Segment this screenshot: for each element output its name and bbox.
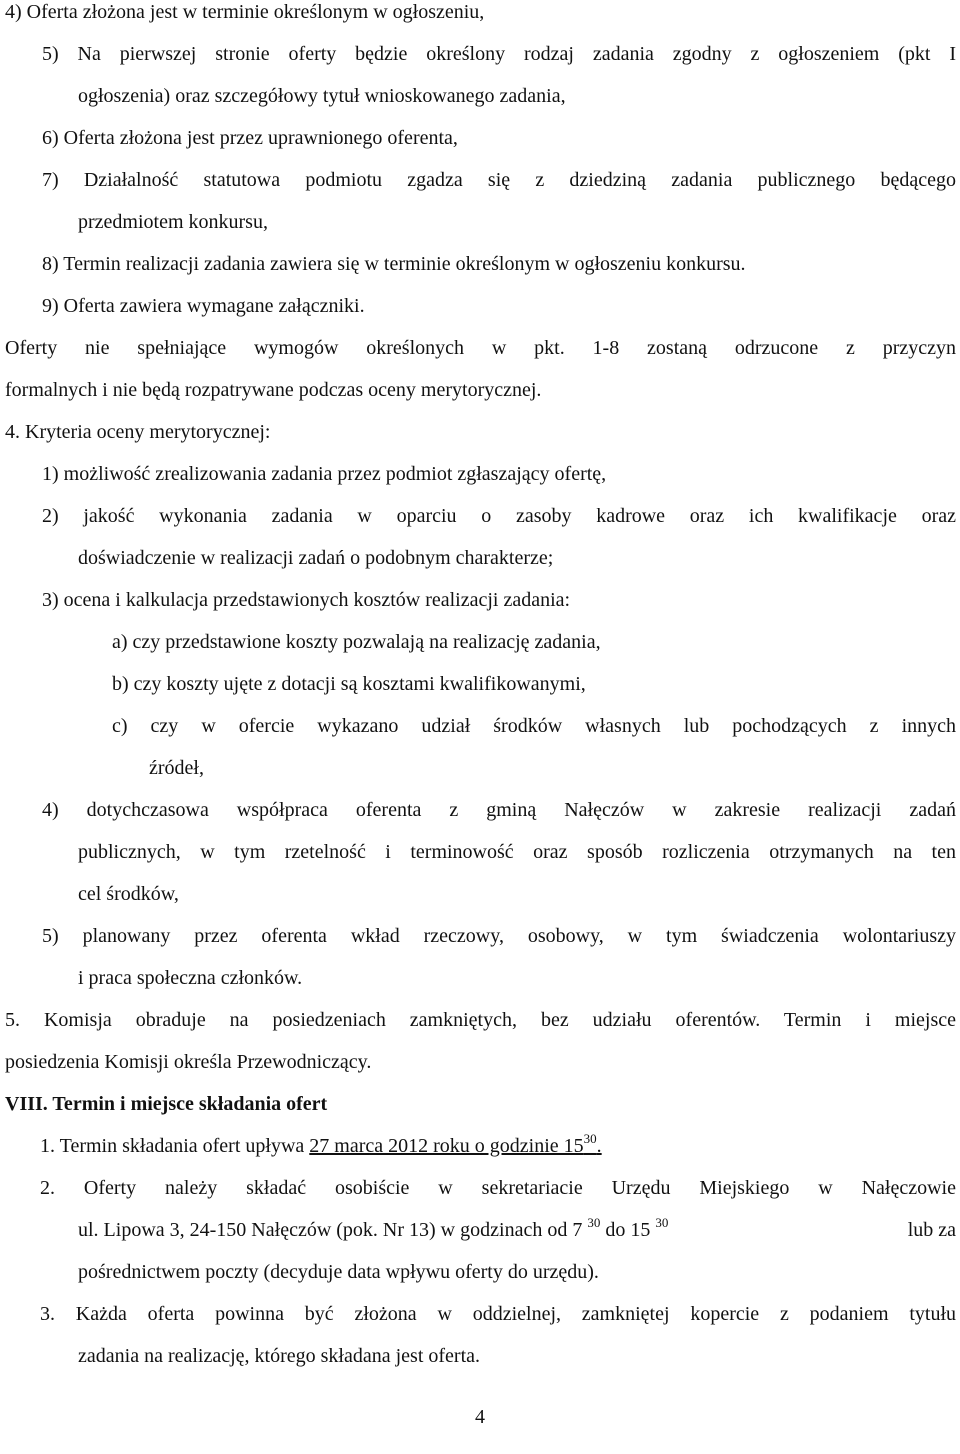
sub-list-item: a) czy przedstawione koszty pozwalają na realizację zadania, [112, 631, 601, 653]
list-item: 4) Oferta złożona jest w terminie określonym w ogłoszeniu, [5, 1, 485, 23]
list-item-continuation: przedmiotem konkursu, [78, 211, 268, 233]
list-item: 8) Termin realizacji zadania zawiera się w terminie określonym w ogłoszeniu konkursu. [42, 253, 746, 275]
paragraph: 5. Komisja obraduje na posiedzeniach zamkniętych, bez udziału oferentów. Termin i miejsce [5, 1009, 956, 1031]
section-title: VIII. Termin i miejsce składania ofert [5, 1093, 328, 1115]
list-item: 2) jakość wykonania zadania w oparciu o zasoby kadrowe oraz ich kwalifikacje oraz [42, 505, 956, 527]
list-item-continuation: pośrednictwem poczty (decyduje data wpływu oferty do urzędu). [78, 1261, 599, 1283]
deadline-minutes: 30 [583, 1131, 597, 1146]
list-item-continuation: publicznych, w tym rzetelność i terminowość oraz sposób rozliczenia otrzymanych na ten [78, 841, 956, 863]
list-item-continuation: doświadczenie w realizacji zadań o podobnym charakterze; [78, 547, 554, 569]
list-item-text: 1. Termin składania ofert upływa [40, 1135, 310, 1157]
list-item: 3) ocena i kalkulacja przedstawionych kosztów realizacji zadania: [42, 589, 571, 611]
list-item: 3. Każda oferta powinna być złożona w oddzielnej, zamkniętej kopercie z podaniem tytułu [40, 1303, 956, 1325]
line-tail: lub za [907, 1219, 956, 1241]
list-item: 4) dotychczasowa współpraca oferenta z gminą Nałęczów w zakresie realizacji zadań [42, 799, 956, 821]
list-item: 1) możliwość zrealizowania zadania przez podmiot zgłaszający ofertę, [42, 463, 607, 485]
section-heading: 4. Kryteria oceny merytorycznej: [5, 421, 271, 443]
list-item: 9) Oferta zawiera wymagane załączniki. [42, 295, 365, 317]
paragraph: formalnych i nie będą rozpatrywane podczas oceny merytorycznej. [5, 379, 542, 401]
hours-start-minutes: 30 [587, 1215, 601, 1230]
list-item: 5) planowany przez oferenta wkład rzeczowy, osobowy, w tym świadczenia wolontariuszy [42, 925, 956, 947]
page-number: 4 [475, 1406, 485, 1428]
paragraph: posiedzenia Komisji określa Przewodniczący. [5, 1051, 372, 1073]
list-item [40, 1131, 602, 1158]
list-item-continuation: cel środków, [78, 883, 179, 905]
list-item: 6) Oferta złożona jest przez uprawnionego oferenta, [42, 127, 458, 149]
list-item-continuation: ogłoszenia) oraz szczegółowy tytuł wnioskowanego zadania, [78, 85, 566, 107]
deadline-period: . [596, 1135, 602, 1157]
paragraph: Oferty nie spełniające wymogów określonych w pkt. 1-8 zostaną odrzucone z przyczyn [5, 337, 956, 359]
sub-list-item: b) czy koszty ujęte z dotacji są kosztami kwalifikowanymi, [112, 673, 586, 695]
deadline-date [309, 1131, 602, 1157]
deadline-text: 27 marca 2012 roku o godzinie 15 [309, 1135, 584, 1157]
hours-part: do 15 [600, 1219, 656, 1241]
list-item: 7) Działalność statutowa podmiotu zgadza się z dziedziną zadania publicznego będącego [42, 169, 956, 191]
list-item: 2. Oferty należy składać osobiście w sekretariacie Urzędu Miejskiego w Nałęczowie [40, 1177, 956, 1199]
list-item-continuation [78, 1215, 956, 1242]
sub-list-item-continuation: źródeł, [149, 757, 204, 779]
list-item-continuation: zadania na realizację, którego składana jest oferta. [78, 1345, 481, 1367]
hours-end-minutes: 30 [655, 1215, 669, 1230]
list-item: 5) Na pierwszej stronie oferty będzie określony rodzaj zadania zgodny z ogłoszeniem (pkt I [42, 43, 956, 65]
list-item-continuation: i praca społeczna członków. [78, 967, 303, 989]
sub-list-item: c) czy w ofercie wykazano udział środków własnych lub pochodzących z innych [112, 715, 956, 737]
address-text [78, 1215, 669, 1242]
address-part: ul. Lipowa 3, 24-150 Nałęczów (pok. Nr 13) w godzinach od 7 [78, 1219, 588, 1241]
